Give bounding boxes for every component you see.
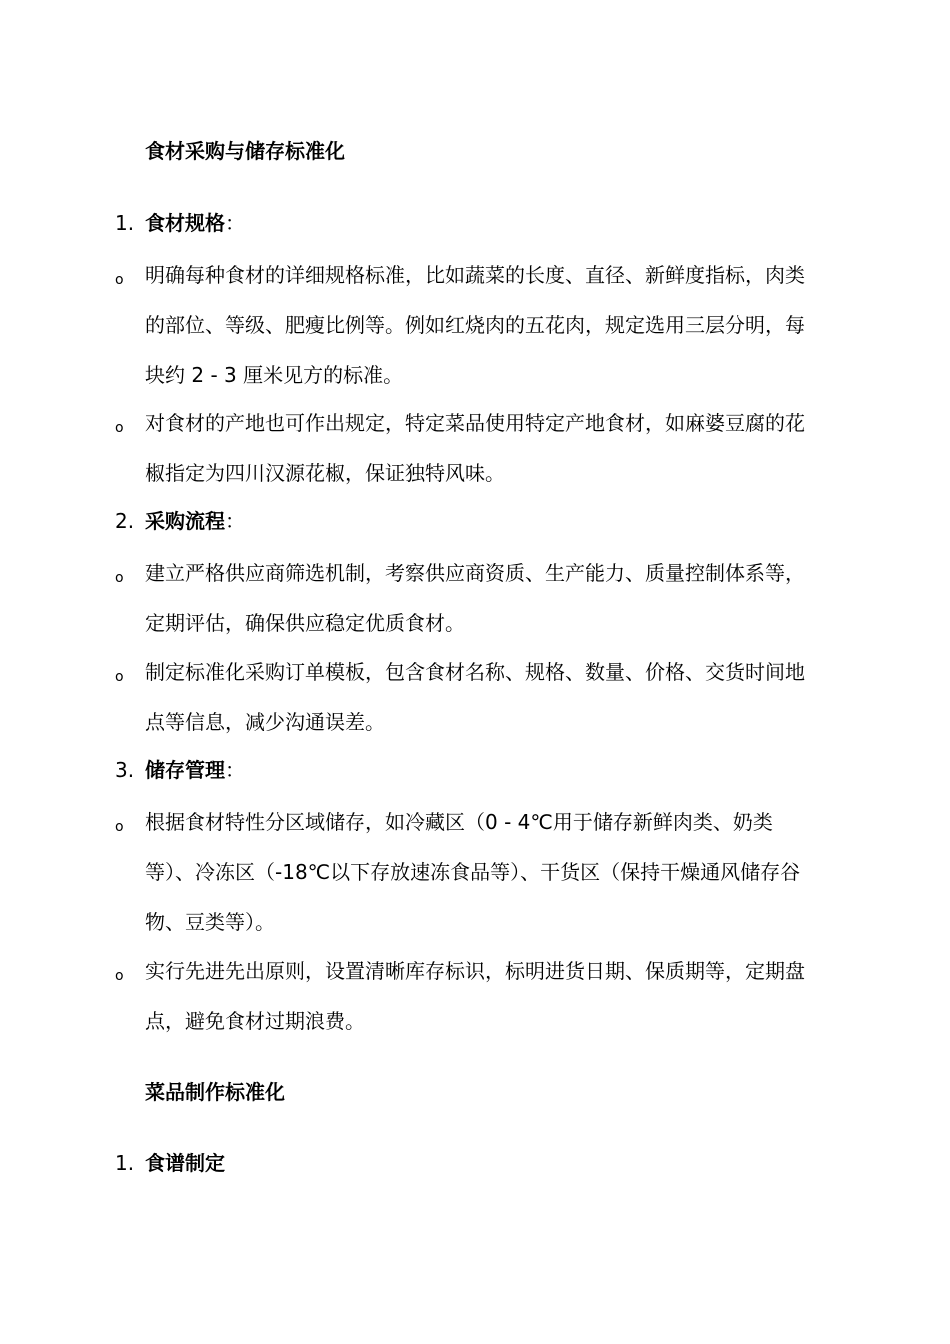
numbered-item: [115, 508, 245, 534]
bullet-text: 根据食材特性分区域储存，如冷藏区（0 - 4℃用于储存新鲜肉类、奶类等）、冷冻区（-18℃以下存放速冻食品等）、干货区（保持干燥通风储存谷物、豆类等）。: [145, 810, 801, 934]
numbered-item: [115, 210, 245, 236]
numbered-item: [115, 757, 245, 783]
item-number: 1.: [115, 1151, 135, 1175]
bullet-text: 建立严格供应商筛选机制，考察供应商资质、生产能力、质量控制体系等，定期评估，确保供应稳定优质食材。: [145, 561, 805, 635]
item-number: 2.: [115, 509, 135, 533]
item-number: 1.: [115, 211, 135, 235]
item-title: 食谱制定: [145, 1151, 225, 1175]
bullet-text: 明确每种食材的详细规格标准，比如蔬菜的长度、直径、新鲜度指标，肉类的部位、等级、肥瘦比例等。例如红烧肉的五花肉，规定选用三层分明，每块约 2 - 3 厘米见方的标准。: [145, 263, 805, 387]
item-title: 食材规格: [145, 211, 225, 235]
bullet-text: 制定标准化采购订单模板，包含食材名称、规格、数量、价格、交货时间地点等信息，减少沟通误差。: [145, 660, 805, 734]
bullet-mark: o: [115, 968, 124, 984]
item-number: 3.: [115, 758, 135, 782]
numbered-item: [115, 1150, 225, 1176]
bullet-mark: o: [115, 420, 124, 436]
bullet-mark: o: [115, 669, 124, 685]
item-title: 储存管理: [145, 758, 225, 782]
item-colon: ：: [225, 509, 245, 533]
bullet-text: 对食材的产地也可作出规定，特定菜品使用特定产地食材，如麻婆豆腐的花椒指定为四川汉源花椒，保证独特风味。: [145, 411, 805, 485]
item-colon: ：: [225, 211, 245, 235]
section-heading: 食材采购与储存标准化: [145, 139, 345, 163]
bullet-mark: o: [115, 272, 124, 288]
item-title: 采购流程: [145, 509, 225, 533]
section-heading: 菜品制作标准化: [145, 1080, 285, 1104]
item-colon: ：: [225, 758, 245, 782]
bullet-text: 实行先进先出原则，设置清晰库存标识，标明进货日期、保质期等，定期盘点，避免食材过期浪费。: [145, 959, 805, 1033]
bullet-mark: o: [115, 570, 124, 586]
bullet-mark: o: [115, 819, 124, 835]
